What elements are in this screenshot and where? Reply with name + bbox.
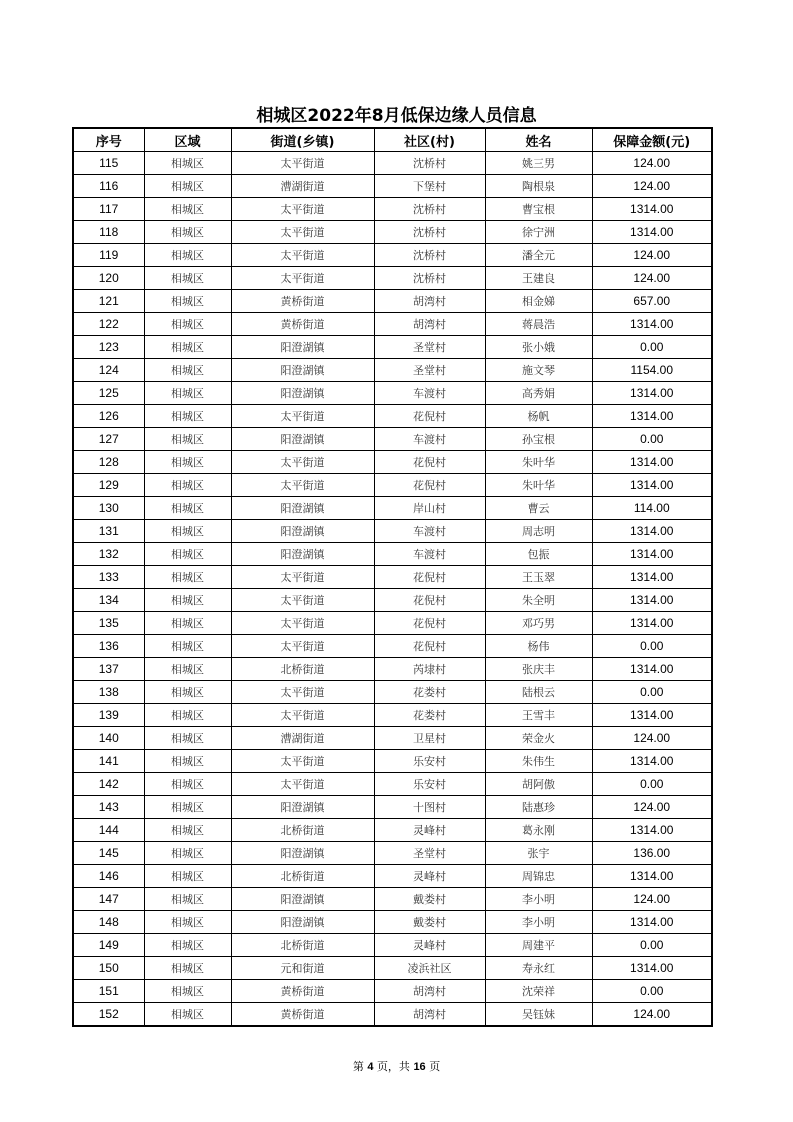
cell-name: 施文琴	[485, 359, 592, 382]
cell-amount: 124.00	[592, 727, 712, 750]
cell-name: 曹宝根	[485, 198, 592, 221]
cell-street: 元和街道	[231, 957, 374, 980]
table-row	[73, 704, 712, 727]
cell-amount: 1314.00	[592, 382, 712, 405]
cell-community: 戴娄村	[374, 888, 485, 911]
cell-community: 车渡村	[374, 382, 485, 405]
cell-index: 129	[73, 474, 144, 497]
cell-name: 王玉翠	[485, 566, 592, 589]
cell-name: 胡阿傲	[485, 773, 592, 796]
cell-district: 相城区	[144, 934, 231, 957]
cell-amount: 1314.00	[592, 589, 712, 612]
table-row	[73, 175, 712, 198]
cell-community: 胡湾村	[374, 313, 485, 336]
cell-district: 相城区	[144, 727, 231, 750]
cell-district: 相城区	[144, 313, 231, 336]
cell-community: 花娄村	[374, 704, 485, 727]
column-header-amount: 保障金额(元)	[592, 128, 712, 152]
cell-name: 寿永红	[485, 957, 592, 980]
table-row	[73, 152, 712, 175]
table-row	[73, 198, 712, 221]
cell-street: 太平街道	[231, 566, 374, 589]
cell-name: 葛永刚	[485, 819, 592, 842]
table-row	[73, 589, 712, 612]
cell-name: 周志明	[485, 520, 592, 543]
cell-name: 吴钰妹	[485, 1003, 592, 1027]
table-row	[73, 1003, 712, 1027]
cell-name: 杨帆	[485, 405, 592, 428]
cell-district: 相城区	[144, 451, 231, 474]
cell-community: 沈桥村	[374, 198, 485, 221]
cell-community: 灵峰村	[374, 934, 485, 957]
cell-name: 陆惠珍	[485, 796, 592, 819]
cell-index: 133	[73, 566, 144, 589]
cell-index: 143	[73, 796, 144, 819]
cell-street: 黄桥街道	[231, 980, 374, 1003]
table-row	[73, 796, 712, 819]
cell-district: 相城区	[144, 842, 231, 865]
cell-amount: 124.00	[592, 1003, 712, 1027]
column-header-community: 社区(村)	[374, 128, 485, 152]
cell-district: 相城区	[144, 773, 231, 796]
cell-street: 太平街道	[231, 474, 374, 497]
table-row	[73, 451, 712, 474]
cell-index: 125	[73, 382, 144, 405]
table-row	[73, 727, 712, 750]
footer-prefix: 第	[352, 1060, 364, 1073]
cell-amount: 0.00	[592, 980, 712, 1003]
cell-street: 太平街道	[231, 221, 374, 244]
column-header-name: 姓名	[485, 128, 592, 152]
cell-index: 137	[73, 658, 144, 681]
cell-name: 邓巧男	[485, 612, 592, 635]
cell-amount: 0.00	[592, 934, 712, 957]
cell-street: 阳澄湖镇	[231, 520, 374, 543]
cell-amount: 1314.00	[592, 658, 712, 681]
table-row	[73, 520, 712, 543]
cell-community: 花娄村	[374, 681, 485, 704]
cell-amount: 1314.00	[592, 543, 712, 566]
cell-street: 阳澄湖镇	[231, 382, 374, 405]
table-row	[73, 842, 712, 865]
cell-street: 黄桥街道	[231, 1003, 374, 1027]
cell-index: 117	[73, 198, 144, 221]
cell-index: 151	[73, 980, 144, 1003]
cell-amount: 124.00	[592, 888, 712, 911]
cell-community: 花倪村	[374, 474, 485, 497]
cell-name: 周锦忠	[485, 865, 592, 888]
cell-street: 太平街道	[231, 704, 374, 727]
cell-community: 车渡村	[374, 428, 485, 451]
cell-index: 145	[73, 842, 144, 865]
cell-street: 太平街道	[231, 681, 374, 704]
cell-community: 灵峰村	[374, 865, 485, 888]
cell-amount: 114.00	[592, 497, 712, 520]
cell-amount: 1314.00	[592, 865, 712, 888]
cell-name: 李小明	[485, 888, 592, 911]
cell-name: 孙宝根	[485, 428, 592, 451]
table-row	[73, 336, 712, 359]
cell-amount: 1314.00	[592, 957, 712, 980]
table-row	[73, 221, 712, 244]
cell-community: 圣堂村	[374, 359, 485, 382]
cell-district: 相城区	[144, 405, 231, 428]
cell-street: 阳澄湖镇	[231, 842, 374, 865]
cell-community: 胡湾村	[374, 1003, 485, 1027]
cell-amount: 1154.00	[592, 359, 712, 382]
cell-index: 148	[73, 911, 144, 934]
cell-street: 阳澄湖镇	[231, 796, 374, 819]
cell-street: 太平街道	[231, 152, 374, 175]
table-header-row	[73, 128, 712, 152]
cell-index: 138	[73, 681, 144, 704]
cell-index: 146	[73, 865, 144, 888]
cell-community: 岸山村	[374, 497, 485, 520]
table-row	[73, 244, 712, 267]
cell-street: 漕湖街道	[231, 727, 374, 750]
cell-name: 张宇	[485, 842, 592, 865]
table-row	[73, 612, 712, 635]
cell-street: 太平街道	[231, 244, 374, 267]
cell-amount: 1314.00	[592, 612, 712, 635]
cell-amount: 0.00	[592, 428, 712, 451]
cell-index: 130	[73, 497, 144, 520]
cell-name: 王雪丰	[485, 704, 592, 727]
cell-community: 戴娄村	[374, 911, 485, 934]
cell-community: 沈桥村	[374, 221, 485, 244]
cell-street: 北桥街道	[231, 819, 374, 842]
cell-index: 135	[73, 612, 144, 635]
table-row	[73, 911, 712, 934]
cell-amount: 1314.00	[592, 313, 712, 336]
column-header-street: 街道(乡镇)	[231, 128, 374, 152]
cell-name: 李小明	[485, 911, 592, 934]
cell-name: 周建平	[485, 934, 592, 957]
cell-index: 149	[73, 934, 144, 957]
cell-district: 相城区	[144, 382, 231, 405]
page-footer	[0, 1058, 793, 1074]
cell-amount: 0.00	[592, 635, 712, 658]
cell-name: 王建良	[485, 267, 592, 290]
cell-index: 118	[73, 221, 144, 244]
cell-community: 芮埭村	[374, 658, 485, 681]
cell-community: 卫星村	[374, 727, 485, 750]
cell-district: 相城区	[144, 221, 231, 244]
document-title: 相城区2022年8月低保边缘人员信息	[256, 106, 537, 126]
cell-community: 花倪村	[374, 405, 485, 428]
table-row	[73, 750, 712, 773]
cell-amount: 124.00	[592, 175, 712, 198]
cell-amount: 1314.00	[592, 819, 712, 842]
cell-street: 阳澄湖镇	[231, 359, 374, 382]
cell-community: 圣堂村	[374, 336, 485, 359]
cell-district: 相城区	[144, 520, 231, 543]
cell-district: 相城区	[144, 911, 231, 934]
cell-index: 131	[73, 520, 144, 543]
cell-amount: 1314.00	[592, 198, 712, 221]
cell-index: 136	[73, 635, 144, 658]
cell-index: 116	[73, 175, 144, 198]
cell-community: 花倪村	[374, 635, 485, 658]
cell-street: 太平街道	[231, 750, 374, 773]
total-page-count: 16	[413, 1061, 426, 1073]
cell-amount: 124.00	[592, 244, 712, 267]
cell-community: 胡湾村	[374, 980, 485, 1003]
cell-amount: 124.00	[592, 796, 712, 819]
cell-street: 太平街道	[231, 589, 374, 612]
cell-amount: 1314.00	[592, 566, 712, 589]
cell-index: 134	[73, 589, 144, 612]
cell-community: 圣堂村	[374, 842, 485, 865]
cell-community: 十图村	[374, 796, 485, 819]
cell-community: 车渡村	[374, 543, 485, 566]
cell-district: 相城区	[144, 888, 231, 911]
cell-name: 朱叶华	[485, 451, 592, 474]
cell-district: 相城区	[144, 290, 231, 313]
cell-community: 花倪村	[374, 612, 485, 635]
cell-amount: 657.00	[592, 290, 712, 313]
cell-district: 相城区	[144, 750, 231, 773]
cell-street: 阳澄湖镇	[231, 543, 374, 566]
cell-district: 相城区	[144, 198, 231, 221]
table-body	[73, 152, 712, 1027]
cell-amount: 0.00	[592, 336, 712, 359]
cell-community: 花倪村	[374, 451, 485, 474]
cell-street: 北桥街道	[231, 934, 374, 957]
cell-name: 沈荣祥	[485, 980, 592, 1003]
cell-street: 太平街道	[231, 773, 374, 796]
cell-community: 沈桥村	[374, 267, 485, 290]
cell-amount: 124.00	[592, 267, 712, 290]
cell-community: 下堡村	[374, 175, 485, 198]
table-row	[73, 313, 712, 336]
cell-index: 120	[73, 267, 144, 290]
cell-amount: 1314.00	[592, 750, 712, 773]
cell-street: 阳澄湖镇	[231, 888, 374, 911]
cell-community: 乐安村	[374, 773, 485, 796]
cell-street: 阳澄湖镇	[231, 336, 374, 359]
table-row	[73, 819, 712, 842]
table-row	[73, 497, 712, 520]
cell-district: 相城区	[144, 497, 231, 520]
cell-street: 太平街道	[231, 405, 374, 428]
cell-amount: 1314.00	[592, 704, 712, 727]
cell-index: 128	[73, 451, 144, 474]
cell-index: 119	[73, 244, 144, 267]
cell-community: 花倪村	[374, 566, 485, 589]
cell-index: 139	[73, 704, 144, 727]
footer-suffix: 页	[429, 1060, 441, 1073]
table-row	[73, 957, 712, 980]
cell-amount: 0.00	[592, 773, 712, 796]
cell-index: 115	[73, 152, 144, 175]
cell-amount: 1314.00	[592, 221, 712, 244]
cell-district: 相城区	[144, 1003, 231, 1027]
cell-district: 相城区	[144, 865, 231, 888]
table-row	[73, 681, 712, 704]
cell-district: 相城区	[144, 474, 231, 497]
cell-street: 黄桥街道	[231, 290, 374, 313]
cell-name: 荣金火	[485, 727, 592, 750]
cell-street: 黄桥街道	[231, 313, 374, 336]
table-row	[73, 428, 712, 451]
cell-street: 太平街道	[231, 451, 374, 474]
cell-community: 沈桥村	[374, 244, 485, 267]
table-row	[73, 382, 712, 405]
cell-district: 相城区	[144, 428, 231, 451]
cell-community: 灵峰村	[374, 819, 485, 842]
cell-name: 徐宁洲	[485, 221, 592, 244]
cell-district: 相城区	[144, 681, 231, 704]
cell-district: 相城区	[144, 704, 231, 727]
cell-community: 凌浜社区	[374, 957, 485, 980]
cell-amount: 0.00	[592, 681, 712, 704]
recipients-table	[72, 127, 713, 1027]
cell-amount: 124.00	[592, 152, 712, 175]
cell-index: 127	[73, 428, 144, 451]
cell-street: 漕湖街道	[231, 175, 374, 198]
cell-community: 乐安村	[374, 750, 485, 773]
cell-amount: 1314.00	[592, 520, 712, 543]
cell-amount: 1314.00	[592, 405, 712, 428]
cell-amount: 136.00	[592, 842, 712, 865]
table-row	[73, 474, 712, 497]
cell-district: 相城区	[144, 635, 231, 658]
table-row	[73, 888, 712, 911]
cell-index: 144	[73, 819, 144, 842]
cell-name: 潘全元	[485, 244, 592, 267]
cell-name: 高秀娟	[485, 382, 592, 405]
cell-amount: 1314.00	[592, 451, 712, 474]
cell-street: 阳澄湖镇	[231, 497, 374, 520]
cell-district: 相城区	[144, 267, 231, 290]
cell-index: 126	[73, 405, 144, 428]
cell-name: 陆根云	[485, 681, 592, 704]
cell-district: 相城区	[144, 819, 231, 842]
table-row	[73, 635, 712, 658]
cell-district: 相城区	[144, 658, 231, 681]
cell-community: 沈桥村	[374, 152, 485, 175]
cell-district: 相城区	[144, 957, 231, 980]
cell-district: 相城区	[144, 566, 231, 589]
column-header-district: 区域	[144, 128, 231, 152]
cell-street: 太平街道	[231, 635, 374, 658]
cell-district: 相城区	[144, 980, 231, 1003]
cell-name: 蒋晨浩	[485, 313, 592, 336]
cell-district: 相城区	[144, 244, 231, 267]
cell-index: 141	[73, 750, 144, 773]
cell-index: 142	[73, 773, 144, 796]
table-row	[73, 980, 712, 1003]
cell-district: 相城区	[144, 612, 231, 635]
cell-district: 相城区	[144, 336, 231, 359]
cell-name: 陶根泉	[485, 175, 592, 198]
cell-name: 相金娣	[485, 290, 592, 313]
table-row	[73, 359, 712, 382]
cell-district: 相城区	[144, 152, 231, 175]
table-row	[73, 267, 712, 290]
cell-index: 123	[73, 336, 144, 359]
cell-community: 花倪村	[374, 589, 485, 612]
footer-middle: 页，共	[376, 1060, 410, 1073]
cell-district: 相城区	[144, 359, 231, 382]
current-page-number: 4	[367, 1061, 374, 1073]
cell-name: 杨伟	[485, 635, 592, 658]
cell-name: 朱伟生	[485, 750, 592, 773]
cell-name: 姚三男	[485, 152, 592, 175]
cell-street: 阳澄湖镇	[231, 428, 374, 451]
cell-district: 相城区	[144, 589, 231, 612]
column-header-index: 序号	[73, 128, 144, 152]
table-row	[73, 658, 712, 681]
cell-street: 太平街道	[231, 612, 374, 635]
cell-street: 阳澄湖镇	[231, 911, 374, 934]
table-row	[73, 405, 712, 428]
table-row	[73, 773, 712, 796]
cell-index: 147	[73, 888, 144, 911]
cell-index: 150	[73, 957, 144, 980]
cell-name: 张庆丰	[485, 658, 592, 681]
cell-name: 朱全明	[485, 589, 592, 612]
table-row	[73, 543, 712, 566]
cell-name: 曹云	[485, 497, 592, 520]
cell-index: 121	[73, 290, 144, 313]
cell-amount: 1314.00	[592, 911, 712, 934]
cell-street: 太平街道	[231, 267, 374, 290]
cell-amount: 1314.00	[592, 474, 712, 497]
cell-index: 122	[73, 313, 144, 336]
cell-community: 胡湾村	[374, 290, 485, 313]
cell-street: 北桥街道	[231, 658, 374, 681]
table-row	[73, 566, 712, 589]
table-row	[73, 865, 712, 888]
cell-index: 140	[73, 727, 144, 750]
table-row	[73, 290, 712, 313]
cell-community: 车渡村	[374, 520, 485, 543]
cell-index: 152	[73, 1003, 144, 1027]
table-row	[73, 934, 712, 957]
cell-district: 相城区	[144, 543, 231, 566]
cell-index: 132	[73, 543, 144, 566]
cell-name: 包振	[485, 543, 592, 566]
cell-street: 北桥街道	[231, 865, 374, 888]
cell-name: 朱叶华	[485, 474, 592, 497]
cell-name: 张小娥	[485, 336, 592, 359]
cell-district: 相城区	[144, 175, 231, 198]
cell-street: 太平街道	[231, 198, 374, 221]
cell-index: 124	[73, 359, 144, 382]
cell-district: 相城区	[144, 796, 231, 819]
